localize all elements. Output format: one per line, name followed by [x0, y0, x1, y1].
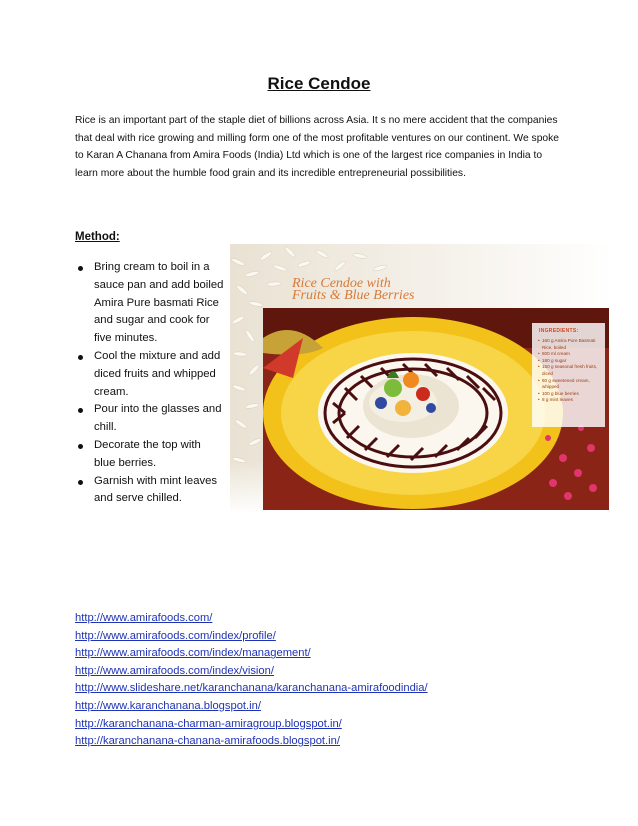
ingredient-item: • 600 ml cream	[538, 351, 604, 358]
reference-links	[75, 610, 428, 751]
ingredient-item: • 100 g blue berries	[538, 391, 604, 398]
ingredient-item: • 150 g seasonal fresh fruits, diced	[538, 364, 604, 377]
ingredients-list	[538, 338, 604, 404]
method-step: Garnish with mint leaves and serve chilled.	[75, 473, 225, 509]
ingredient-item: • 60 g sweetened cream, whipped	[538, 378, 604, 391]
method-step: Decorate the top with blue berries.	[75, 437, 225, 473]
method-heading: Method:	[75, 231, 120, 243]
ingredient-item: • 8 g mint leaves	[538, 397, 604, 404]
link-amirafoods-home[interactable]: http://www.amirafoods.com/	[75, 612, 213, 624]
banner-line-1: Rice Cendoe with	[292, 276, 391, 291]
banner-line-2: Fruits & Blue Berries	[292, 288, 415, 303]
ingredient-item: • 160 g Amira Pure Basmati Rice, boiled	[538, 338, 604, 351]
method-step: Cool the mixture and add diced fruits and whipped cream.	[75, 348, 225, 401]
ingredient-item: • 180 g sugar	[538, 358, 604, 365]
method-steps-list	[75, 259, 225, 508]
intro-paragraph: Rice is an important part of the staple diet of billions across Asia. It s no mere accident that the companies that deal with rice growing and milling form one of the most profitable ventures on our continent. We spoke to Karan A Chanana from Amira Foods (India) Ltd which is one of the largest rice companies in India to learn more about the humble food grain and its incredible entrepreneurial possibilities.	[75, 115, 560, 179]
link-amirafoods-blog[interactable]: http://karanchanana-chanana-amirafoods.blogspot.in/	[75, 735, 340, 748]
recipe-image	[230, 244, 614, 514]
ingredients-title: INGREDIENTS:	[539, 328, 579, 334]
link-karanchanana-blog[interactable]: http://www.karanchanana.blogspot.in/	[75, 699, 261, 712]
dessert-photo	[263, 308, 609, 510]
link-charman-blog[interactable]: http://karanchanana-charman-amiragroup.blogspot.in/	[75, 717, 342, 730]
link-amirafoods-profile[interactable]: http://www.amirafoods.com/index/profile/	[75, 629, 276, 642]
link-amirafoods-management[interactable]: http://www.amirafoods.com/index/management/	[75, 647, 311, 660]
link-amirafoods-vision[interactable]: http://www.amirafoods.com/index/vision/	[75, 664, 274, 677]
image-banner	[292, 278, 415, 302]
method-step: Pour into the glasses and chill.	[75, 401, 225, 437]
method-step: Bring cream to boil in a sauce pan and add boiled Amira Pure basmati Rice and sugar and cook for five minutes.	[75, 259, 225, 348]
link-slideshare[interactable]: http://www.slideshare.net/karanchanana/karanchanana-amirafoodindia/	[75, 682, 428, 695]
page-title: Rice Cendoe	[267, 74, 371, 93]
